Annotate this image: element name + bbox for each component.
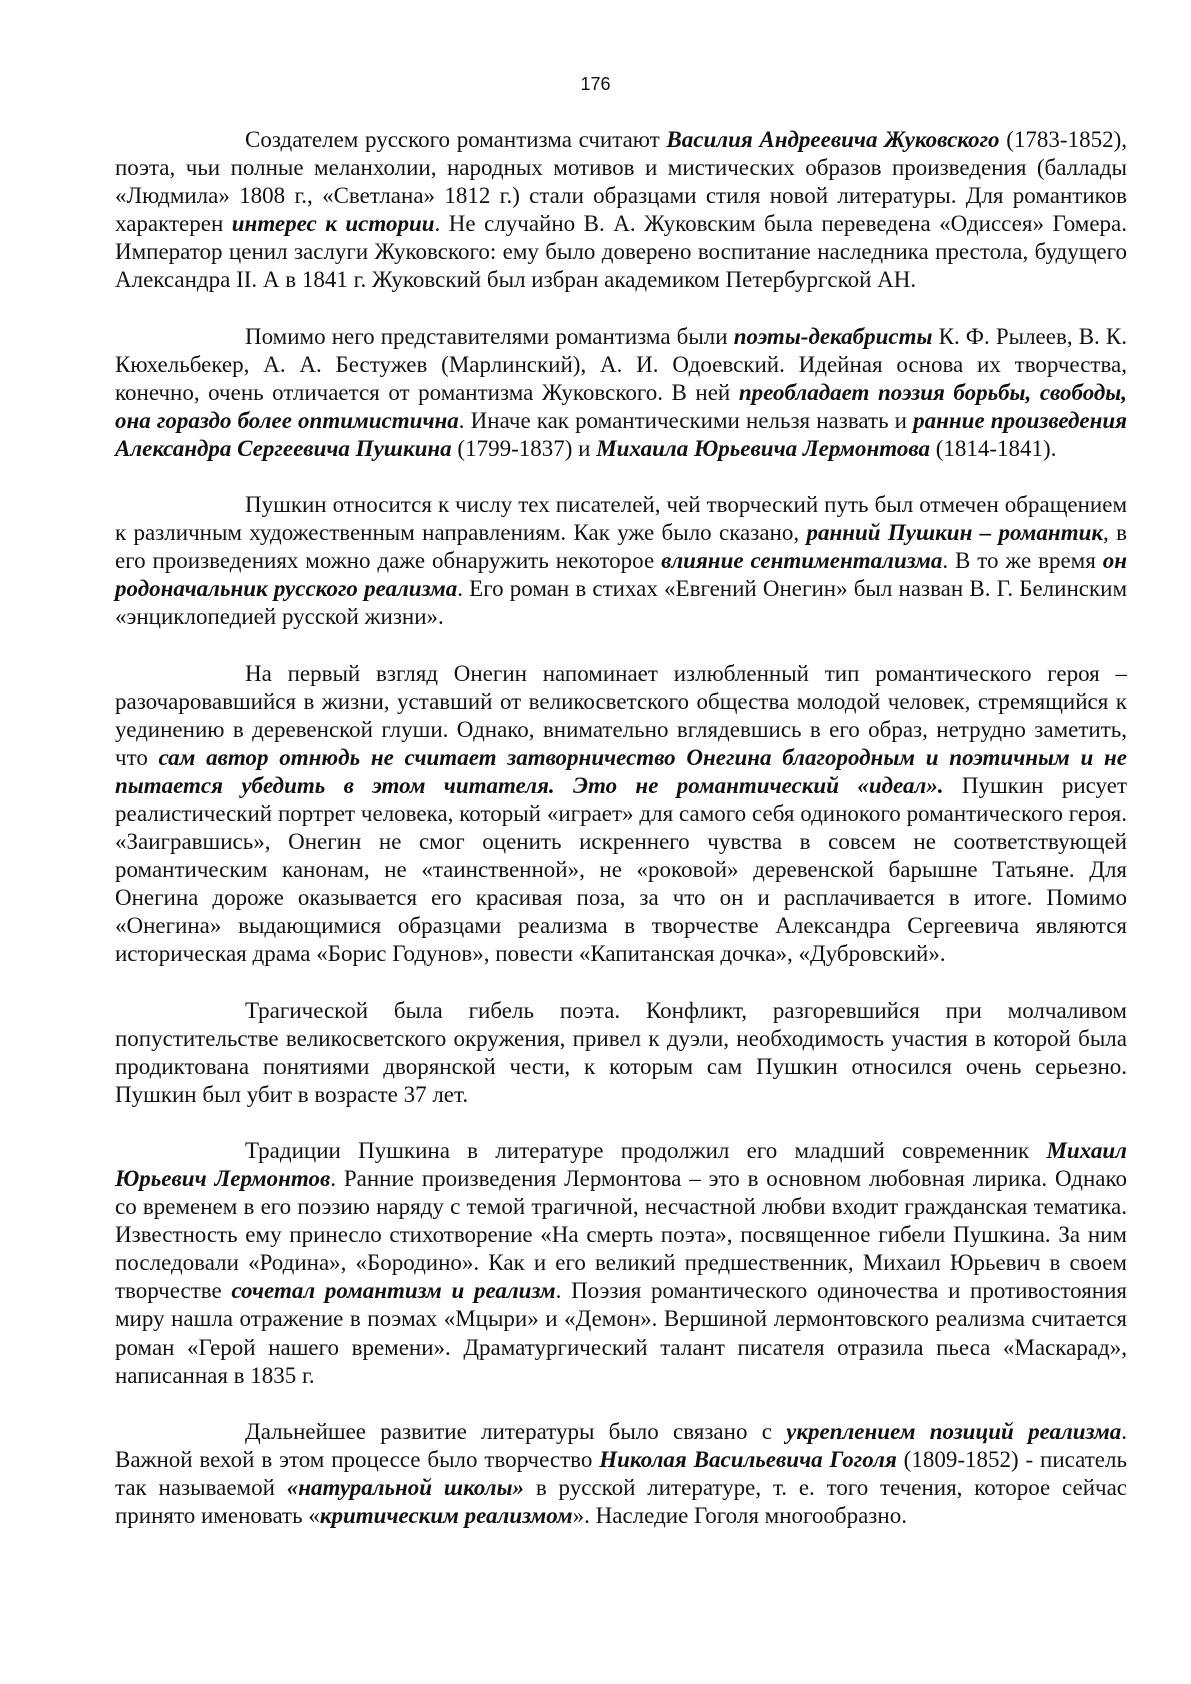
text-run: Помимо него представителями романтизма были <box>245 323 734 349</box>
emphasis-text: ранний Пушкин – романтик <box>806 520 1104 546</box>
paragraph-onegin <box>115 660 1127 969</box>
text-run: . Иначе как романтическими нельзя назвать и <box>458 407 914 433</box>
text-run: На первый взгляд Онегин напоминает излюбленный тип романтического героя – разочаровавшийся в жизни, уставший от великосветского общества молодой человек, стремящийся к уединению в деревенской глуши. Однако, внимательно вглядевшись в его образ, нетрудно заметить, что <box>115 660 1127 770</box>
text-run: , в его произведениях можно даже обнаружить некоторое <box>115 520 1127 574</box>
emphasis-text: сочетал романтизм и реализм <box>231 1278 556 1304</box>
text-run: . Ранние произведения Лермонтова – это в основном любовная лирика. Однако со временем в его поэзию наряду с темой трагичной, несчастной любви входит гражданская тематика. Известность ему принесло стихотворение «На смерть поэта», посвященное гибели Пушкина. За ним последовали «Родина», «Бородино». Как и его великий предшественник, Михаил Юрьевич в своем творчестве <box>115 1166 1127 1304</box>
text-run: Трагической была гибель поэта. Конфликт, разгоревшийся при молчаливом попустительстве великосветского окружения, привел к дуэли, необходимость участия в которой была продиктована понятиями дворянской чести, к которым сам Пушкин относился очень серьезно. Пушкин был убит в возрасте 37 лет. <box>115 997 1127 1107</box>
paragraph-lermontov <box>115 1137 1127 1390</box>
text-run: Традиции Пушкина в литературе продолжил его младший современник <box>245 1137 1047 1163</box>
text-run: Пушкин относится к числу тех писателей, чей творческий путь был отмечен обращением к различным художественным направлениям. Как уже было сказано, <box>115 492 1127 546</box>
text-run: . Важной вехой в этом процессе было творчество <box>115 1418 1127 1472</box>
paragraph-decembrists <box>115 323 1127 463</box>
document-body <box>115 126 1127 1530</box>
emphasis-text: поэты-декабристы <box>733 323 933 349</box>
text-run: Дальнейшее развитие литературы было связано с <box>245 1418 787 1444</box>
emphasis-text: Василия Андреевича Жуковского <box>666 127 1000 152</box>
emphasis-text: Михаила Юрьевича Лермонтова <box>596 435 930 461</box>
emphasis-text: Николая Васильевича Гоголя <box>599 1446 897 1472</box>
paragraph-pushkin <box>115 491 1127 631</box>
emphasis-text: ранние произведения Александра Сергеевича Пушкина <box>115 407 1128 461</box>
text-run: (1799-1837) и <box>451 435 597 461</box>
emphasis-text: «натуральной школы» <box>286 1474 525 1500</box>
emphasis-text: преобладает поэзия борьбы, свободы, она гораздо более оптимистична <box>115 379 1128 433</box>
text-run: Создателем русского романтизма считают <box>245 127 667 152</box>
emphasis-text: Михаил Юрьевич Лермонтов <box>115 1137 1127 1191</box>
text-run: . Не случайно В. А. Жуковским была переведена «Одиссея» Гомера. Император ценил заслуги Жуковского: ему было доверено воспитание наследника престола, будущего Александра II. А в 1841 г. Жуковский был избран академиком Петербургской АН. <box>115 211 1128 293</box>
text-run: (1814-1841). <box>929 435 1057 461</box>
paragraph-pushkin-death <box>115 997 1127 1109</box>
text-run: ». Наследие Гоголя многообразно. <box>572 1503 907 1529</box>
emphasis-text: критическим реализмом <box>319 1503 573 1529</box>
text-run: в русской литературе, т. е. того течения, которое сейчас принято именовать « <box>115 1474 1127 1529</box>
emphasis-text: сам автор отнюдь не считает затворничество Онегина благородным и поэтичным и не пытается убедить в этом читателя. Это не романтический «идеал». <box>115 744 1127 798</box>
emphasis-text: он родоначальник русского реализма <box>115 548 1127 602</box>
paragraph-zhukovsky <box>115 126 1127 295</box>
text-run: Пушкин рисует реалистический портрет человека, который «играет» для самого себя одинокого романтического героя. «Заигравшись», Онегин не смог оценить искреннего чувства в совсем не соответствующей романтическим канонам, не «таинственной», не «роковой» деревенской барышне Татьяне. Для Онегина дороже оказывается его красивая поза, за что он и расплачивается в итоге. Помимо «Онегина» выдающимися образцами реализма в творчестве Александра Сергеевича являются историческая драма «Борис Годунов», повести «Капитанская дочка», «Дубровский». <box>115 772 1127 967</box>
paragraph-gogol <box>115 1418 1127 1530</box>
emphasis-text: укреплением позиций реализма <box>786 1418 1122 1444</box>
text-run: . Поэзия романтического одиночества и противостояния миру нашла отражение в поэмах «Мцыри» и «Демон». Вершиной лермонтовского реализма считается роман «Герой нашего времени». Драматургический талант писателя отразила пьеса «Маскарад», написанная в 1835 г. <box>115 1278 1127 1388</box>
text-run: . Его роман в стихах «Евгений Онегин» был назван В. Г. Белинским «энциклопедией русской жизни». <box>115 576 1127 630</box>
text-run: . В то же время <box>942 548 1103 574</box>
text-run: (1783-1852), поэта, чьи полные меланхолии, народных мотивов и мистических образов произведения (баллады «Людмила» 1808 г., «Светлана» 1812 г.) стали образцами стиля новой литературы. Для романтиков характерен <box>115 127 1127 237</box>
text-run: (1809-1852) - писатель так называемой <box>115 1446 1127 1500</box>
emphasis-text: влияние сентиментализма <box>661 548 943 574</box>
text-run: К. Ф. Рылеев, В. К. Кюхельбекер, А. А. Бестужев (Марлинский), А. И. Одоевский. Идейная основа их творчества, конечно, очень отличается от романтизма Жуковского. В ней <box>115 323 1127 405</box>
page-number: 176 <box>580 74 611 94</box>
emphasis-text: интерес к истории <box>231 211 435 237</box>
